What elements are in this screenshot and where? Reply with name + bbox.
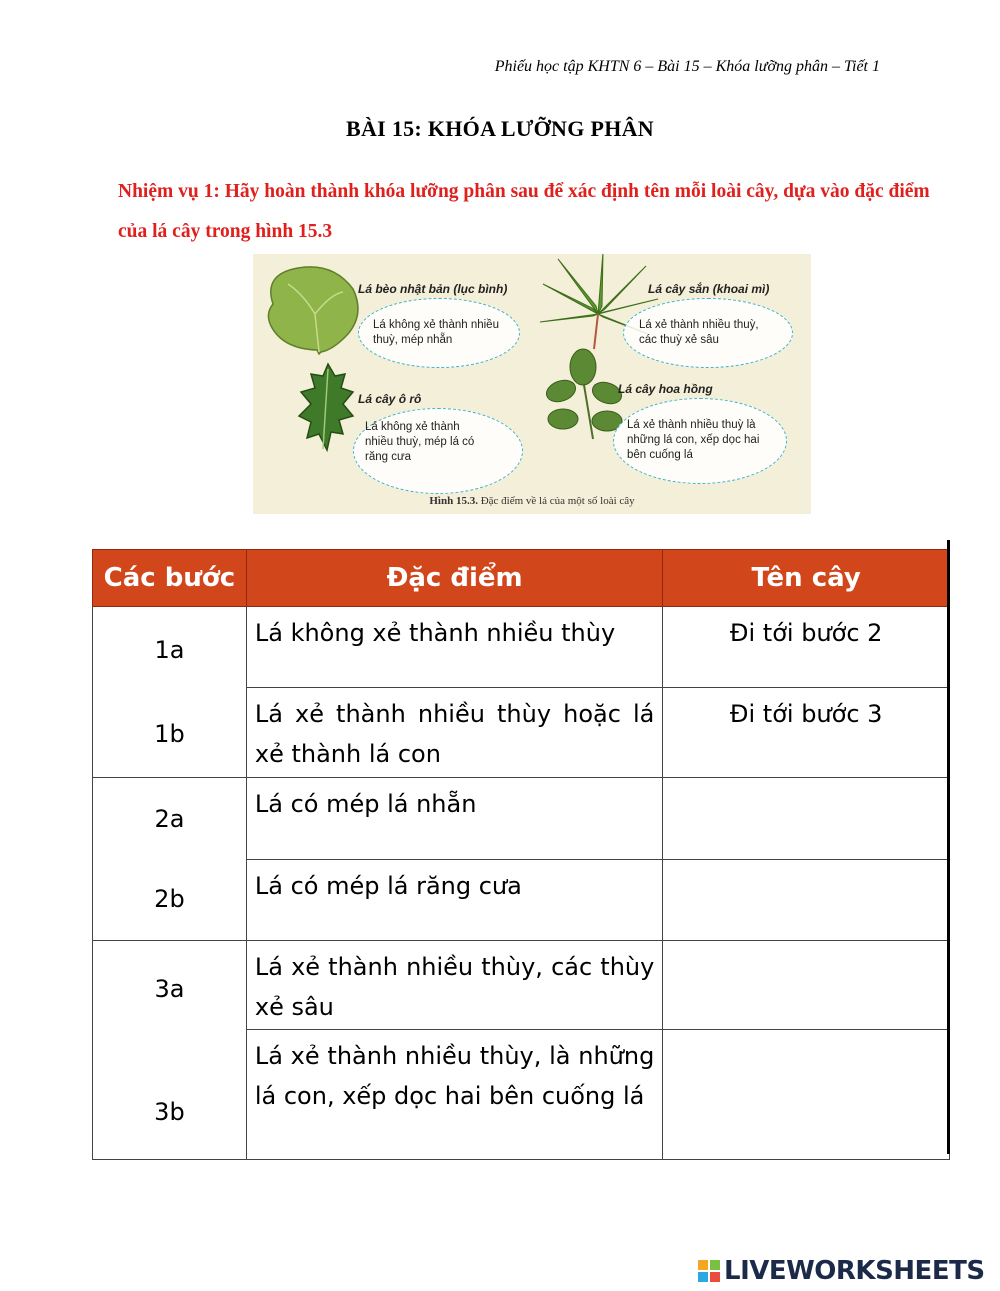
table-row	[93, 607, 950, 688]
holly-leaf-icon	[299, 364, 353, 450]
rose-leaf-icon	[543, 349, 624, 439]
step-cell-group-3	[93, 941, 247, 1160]
step-label: 1a	[154, 636, 185, 664]
table-row	[93, 778, 950, 860]
header-plant-name: Tên cây	[663, 550, 950, 607]
task-instruction: Nhiệm vụ 1: Hãy hoàn thành khóa lưỡng phân sau để xác định tên mỗi loài cây, dựa vào đặc điểm của lá cây trong hình 15.3	[118, 181, 930, 242]
leaf-name: Lá cây ô rô	[358, 392, 422, 406]
plant-name-cell[interactable]: Đi tới bước 3	[663, 688, 950, 778]
header-features: Đặc điểm	[246, 550, 662, 607]
leaf-desc: Lá không xẻ thành nhiều thuỳ, mép lá có răng cưa	[365, 421, 475, 463]
leaf-desc: Lá xẻ thành nhiều thuỳ là những lá con, xếp dọc hai bên cuống lá	[627, 419, 760, 461]
plant-name-input-2a[interactable]	[663, 778, 950, 860]
feature-cell: Lá xẻ thành nhiều thùy, là những lá con, xếp dọc hai bên cuống lá	[246, 1030, 662, 1160]
feature-cell: Lá không xẻ thành nhiều thùy	[246, 607, 662, 688]
table-header-row	[93, 550, 950, 607]
plant-name-input-2b[interactable]	[663, 859, 950, 941]
table-row	[93, 941, 950, 1030]
step-label: 1b	[154, 720, 185, 748]
leaf-name: Lá bèo nhật bản (lục bình)	[358, 282, 508, 296]
step-label: 3a	[154, 974, 185, 1003]
leaf-name: Lá cây sắn (khoai mì)	[648, 282, 770, 296]
table-right-border	[947, 540, 950, 1154]
step-cell-group-2	[93, 778, 247, 941]
leaf-desc: Lá không xẻ thành nhiều thuỳ, mép nhẵn	[373, 319, 499, 346]
liveworksheets-logo	[698, 1256, 985, 1286]
leaf-desc: Lá xẻ thành nhiều thuỳ, các thuỳ xẻ sâu	[639, 319, 759, 346]
page-title: BÀI 15: KHÓA LƯỠNG PHÂN	[346, 116, 654, 141]
caption-label: Hình 15.3.	[429, 495, 478, 507]
step-label: 2b	[154, 885, 185, 913]
step-label: 3b	[154, 1097, 185, 1126]
feature-cell: Lá xẻ thành nhiều thùy, các thùy xẻ sâu	[246, 941, 662, 1030]
leaf-figure	[253, 254, 811, 514]
dichotomous-key-table	[92, 549, 950, 1160]
plant-name-input-3a[interactable]	[663, 941, 950, 1030]
step-cell-group-1	[93, 607, 247, 778]
feature-cell: Lá có mép lá răng cưa	[246, 859, 662, 941]
feature-cell: Lá xẻ thành nhiều thùy hoặc lá xẻ thành lá con	[246, 688, 662, 778]
figure-caption	[253, 495, 811, 507]
logo-icon	[698, 1260, 720, 1282]
feature-cell: Lá có mép lá nhẵn	[246, 778, 662, 860]
header-note: Phiếu học tập KHTN 6 – Bài 15 – Khóa lưỡng phân – Tiết 1	[494, 58, 880, 75]
caption-text: Đặc điểm về lá của một số loài cây	[480, 495, 635, 507]
header-steps: Các bước	[93, 550, 247, 607]
leaf-name: Lá cây hoa hồng	[618, 382, 713, 396]
plant-name-input-3b[interactable]	[663, 1030, 950, 1160]
step-label: 2a	[154, 805, 185, 833]
logo-text: LIVEWORKSHEETS	[724, 1256, 985, 1286]
plant-name-cell[interactable]: Đi tới bước 2	[663, 607, 950, 688]
water-hyacinth-leaf-icon	[268, 267, 358, 354]
